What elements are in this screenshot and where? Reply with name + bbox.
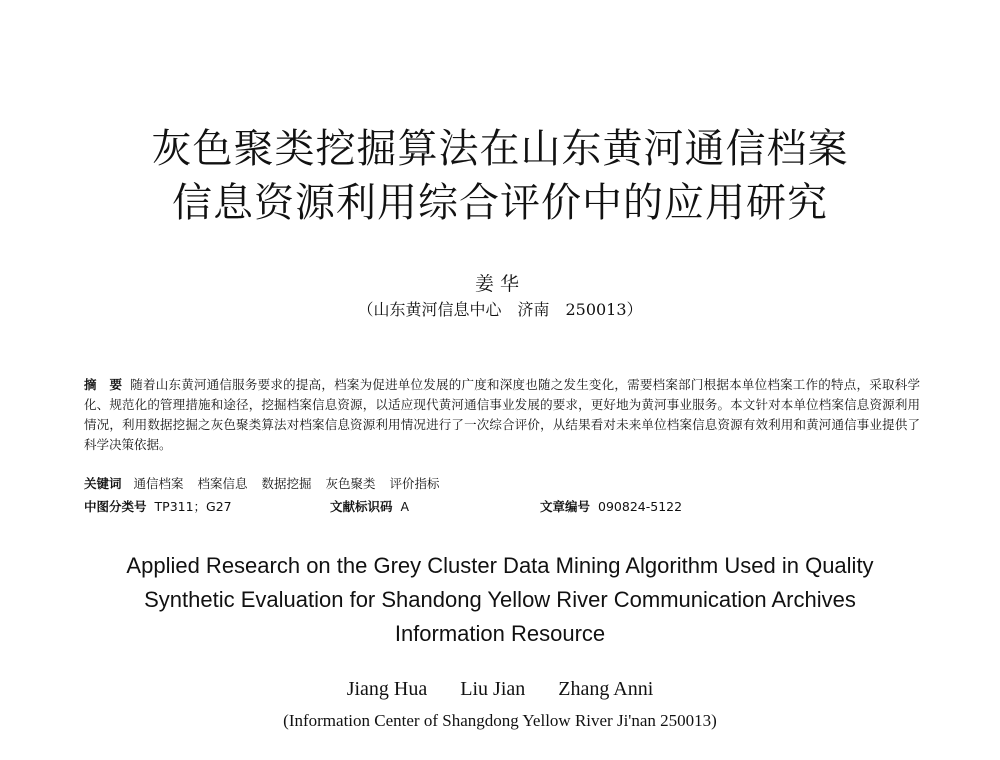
english-author: Zhang Anni (558, 678, 654, 700)
keyword-item: 通信档案 (133, 476, 184, 491)
keywords (84, 474, 920, 494)
english-title-line-1: Applied Research on the Grey Cluster Data Mining Algorithm Used in Quality (126, 553, 874, 578)
clc-number (84, 497, 232, 517)
english-author: Liu Jian (460, 678, 526, 700)
chinese-author: 姜华 (474, 273, 525, 295)
document-code-label: 文献标识码 (330, 499, 393, 514)
chinese-title (0, 122, 1000, 230)
chinese-title-line-1: 灰色聚类挖掘算法在山东黄河通信档案 (151, 126, 849, 172)
keyword-item: 档案信息 (197, 476, 248, 491)
english-affiliation: (Information Center of Shangdong Yellow River Ji'nan 250013) (283, 711, 717, 730)
english-title-line-3: Information Resource (394, 621, 606, 646)
abstract (84, 375, 920, 455)
abstract-label: 摘 要 (84, 377, 123, 392)
english-author: Jiang Hua (346, 678, 428, 700)
document-code (330, 497, 409, 517)
keywords-label: 关键词 (84, 476, 122, 491)
keyword-item: 灰色聚类 (325, 476, 376, 491)
clc-value: TP311；G27 (154, 499, 232, 514)
keyword-item: 评价指标 (389, 476, 440, 491)
keyword-item: 数据挖掘 (261, 476, 312, 491)
english-authors (0, 676, 1000, 702)
chinese-title-line-2: 信息资源利用综合评价中的应用研究 (172, 180, 828, 226)
document-code-value: A (400, 499, 410, 514)
abstract-text: 随着山东黄河通信服务要求的提高，档案为促进单位发展的广度和深度也随之发生变化，需要档案部门根据本单位档案工作的特点，采取科学化、规范化的管理措施和途径，挖掘档案信息资源，以适应现代黄河通信事业发展的要求，更好地为黄河事业服务。本文针对本单位档案信息资源利用情况，利用数据挖掘之灰色聚类算法对档案信息资源利用情况进行了一次综合评价，从结果看对未来单位档案信息资源有效利用和黄河通信事业提供了科学决策依据。 (84, 377, 920, 452)
english-title-line-2: Synthetic Evaluation for Shandong Yellow River Communication Archives (144, 587, 856, 612)
clc-label: 中图分类号 (84, 499, 147, 514)
english-title (0, 549, 1000, 651)
article-number (540, 497, 682, 517)
article-number-value: 090824-5122 (598, 499, 683, 514)
chinese-affiliation: （山东黄河信息中心 济南 250013） (357, 300, 643, 319)
article-number-label: 文章编号 (540, 499, 591, 514)
